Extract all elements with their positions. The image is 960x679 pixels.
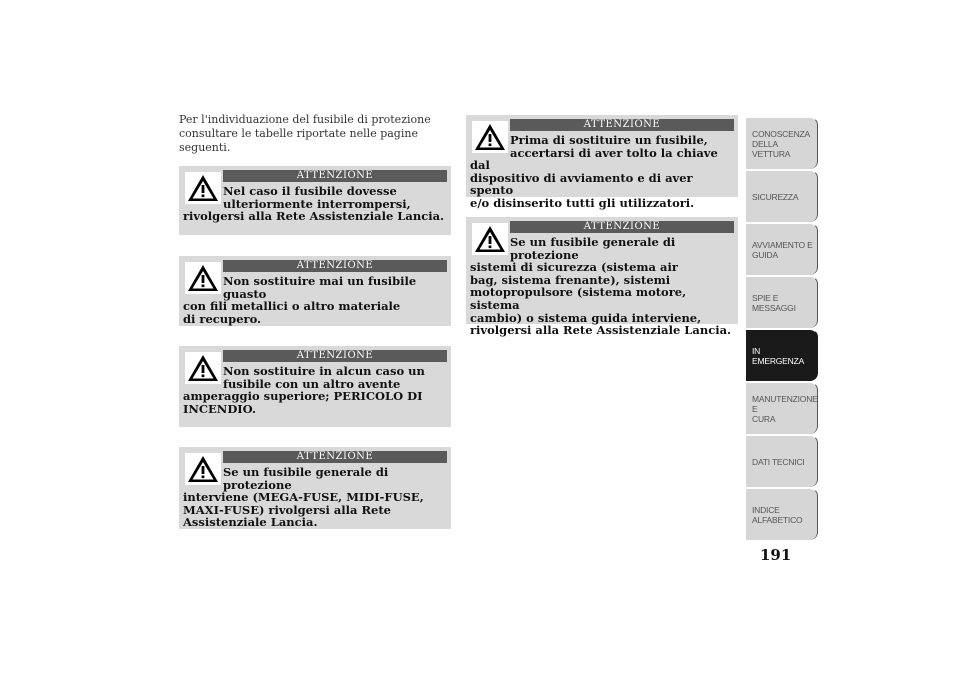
warning-text: Non sostituire mai un fusibile guasto con fili metallici o altro materiale di recupero. (183, 274, 417, 326)
tab-dati-tecnici[interactable]: DATI TECNICI (746, 435, 818, 487)
warning-text: Nel caso il fusibile dovesse ulteriormente interrompersi, rivolgersi alla Rete Assistenziale Lancia. (183, 184, 445, 224)
tab-in-emergenza[interactable]: IN EMERGENZA (746, 329, 818, 381)
warning-box (179, 256, 451, 326)
tab-avviamento-e-guida[interactable]: AVVIAMENTO E GUIDA (746, 223, 818, 275)
warning-box (179, 447, 451, 529)
warning-box (466, 115, 738, 210)
warning-title: ATTENZIONE (510, 221, 734, 233)
warning-title: ATTENZIONE (223, 451, 447, 463)
warning-title: ATTENZIONE (510, 119, 734, 131)
tab-conoscenza-della-vettura[interactable]: CONOSCENZA DELLA VETTURA (746, 117, 818, 169)
tab-sicurezza[interactable]: SICUREZZA (746, 170, 818, 222)
warning-title: ATTENZIONE (223, 260, 447, 272)
intro-paragraph: Per l'individuazione del fusibile di protezione consultare le tabelle riportate nelle pagine seguenti. (179, 113, 431, 154)
warning-box (179, 346, 451, 427)
warning-text: Prima di sostituire un fusibile, accertarsi di aver tolto la chiave dal dispositivo di avviamento e di aver spento e/o disinserito tutti gli utilizzatori. (470, 133, 718, 210)
tab-manutenzione-e-cura[interactable]: MANUTENZIONE E CURA (746, 382, 818, 434)
page-number: 191 (760, 546, 792, 564)
warning-title: ATTENZIONE (223, 350, 447, 362)
tab-indice-alfabetico[interactable]: INDICE ALFABETICO (746, 488, 818, 540)
warning-text: Se un fusibile generale di protezione sistemi di sicurezza (sistema air bag, sistema frenante), sistemi motopropulsore (sistema motore, sistema cambio) o sistema guida interviene, rivolgersi alla Rete Assistenziale Lancia. (470, 235, 732, 338)
warning-box (466, 217, 738, 338)
tab-spie-e-messaggi[interactable]: SPIE E MESSAGGI (746, 276, 818, 328)
warning-box (179, 166, 451, 235)
warning-title: ATTENZIONE (223, 170, 447, 182)
warning-text: Non sostituire in alcun caso un fusibile con un altro avente amperaggio superiore; PERICOLO DI INCENDIO. (183, 364, 425, 416)
warning-text: Se un fusibile generale di protezione interviene (MEGA-FUSE, MIDI-FUSE, MAXI-FUSE) rivolgersi alla Rete Assistenziale Lancia. (183, 465, 424, 530)
